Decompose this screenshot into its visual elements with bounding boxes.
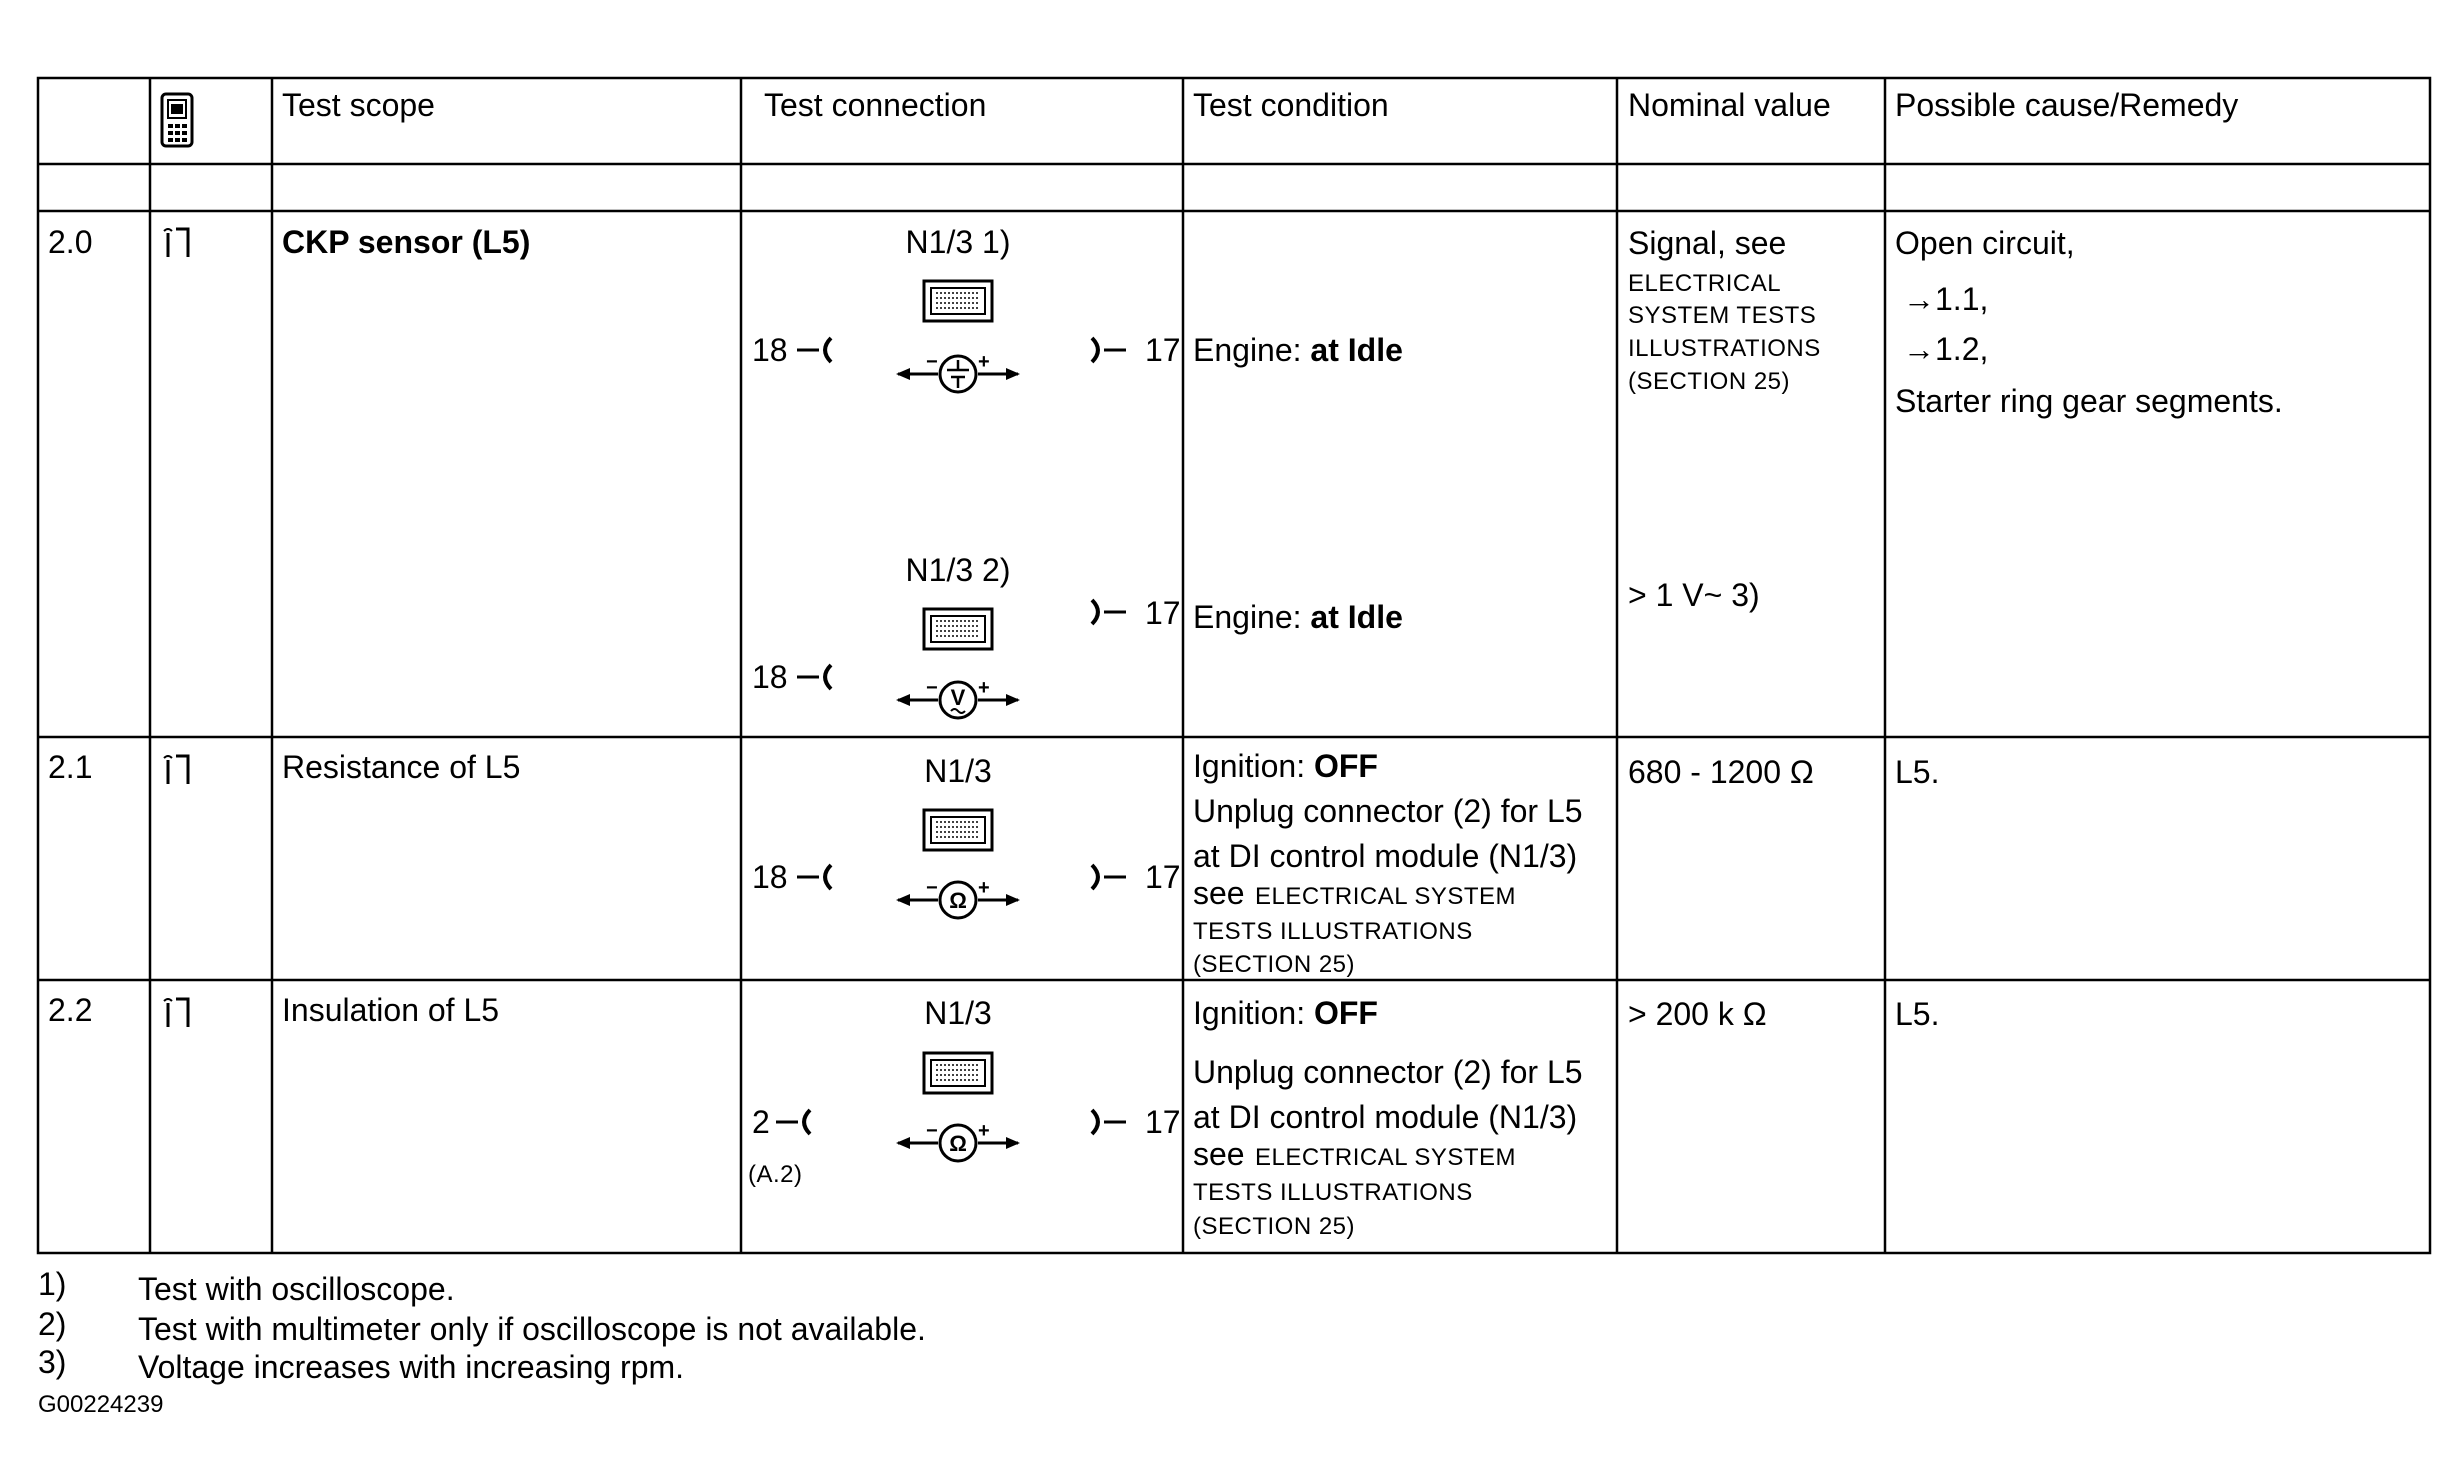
pin-left: 18 [752, 659, 788, 695]
nominal-value: > 1 V~ 3) [1628, 577, 1760, 613]
svg-text:Ω: Ω [949, 1131, 967, 1156]
nominal-value: 680 - 1200 Ω [1628, 754, 1814, 790]
remedy-line: L5. [1895, 996, 1940, 1032]
footnote-text: Voltage increases with increasing rpm. [138, 1349, 685, 1385]
nominal-ref: (SECTION 25) [1628, 368, 1791, 395]
connector-clip-icon [164, 229, 188, 257]
figure-id: G00224239 [38, 1391, 164, 1418]
pin-left-note: (A.2) [748, 1161, 803, 1188]
nominal-ref: SYSTEM TESTS [1628, 302, 1817, 329]
pin-right: 17 [1145, 859, 1181, 895]
condition-line: Ignition: OFF [1193, 748, 1378, 784]
table-row [48, 748, 1939, 978]
footnote-number: 3) [38, 1344, 67, 1380]
condition-ref: (SECTION 25) [1193, 1213, 1356, 1240]
header-test-connection: Test connection [764, 87, 987, 123]
test-scope: CKP sensor (L5) [282, 224, 531, 260]
pin-left: 2 [752, 1104, 770, 1140]
condition-ref: (SECTION 25) [1193, 951, 1356, 978]
test-scope: Insulation of L5 [282, 992, 500, 1028]
test-condition: Engine: at Idle [1193, 599, 1403, 635]
lead-right-icon [1092, 600, 1126, 624]
lead-left-icon [797, 338, 831, 362]
hand-tester-icon [162, 94, 192, 146]
pin-left: 18 [752, 859, 788, 895]
lead-left-icon [776, 1110, 810, 1134]
pin-left: 18 [752, 332, 788, 368]
header-nominal-value: Nominal value [1628, 87, 1831, 123]
ohmmeter-icon [896, 877, 1020, 918]
footnotes [38, 1266, 926, 1418]
condition-line: Unplug connector (2) for L5 [1193, 1054, 1583, 1090]
voltmeter-icon [896, 677, 1020, 718]
oscilloscope-meter-icon [896, 351, 1020, 392]
condition-see: see [1193, 1136, 1245, 1172]
remedy-line: →1.2, [1903, 331, 1989, 367]
connector-clip-icon [164, 999, 188, 1027]
condition-line: Ignition: OFF [1193, 995, 1378, 1031]
connector-plug-icon [924, 1053, 992, 1093]
lead-right-icon [1092, 865, 1126, 889]
pin-right: 17 [1145, 595, 1181, 631]
condition-see: see [1193, 875, 1245, 911]
nominal-value: > 200 k Ω [1628, 996, 1767, 1032]
lead-right-icon [1092, 1110, 1126, 1134]
module-label: N1/3 1) [905, 224, 1011, 260]
svg-text:Ω: Ω [949, 888, 967, 913]
lead-left-icon [797, 865, 831, 889]
condition-line: at DI control module (N1/3) [1193, 1099, 1578, 1135]
connector-clip-icon [164, 756, 188, 784]
test-connection [752, 224, 1181, 392]
lead-right-icon [1092, 338, 1126, 362]
condition-ref: ELECTRICAL SYSTEM [1255, 883, 1517, 910]
condition-ref: ELECTRICAL SYSTEM [1255, 1144, 1517, 1171]
condition-line: Unplug connector (2) for L5 [1193, 793, 1583, 829]
header-test-scope: Test scope [282, 87, 435, 123]
lead-left-icon [797, 665, 831, 689]
connector-plug-icon [924, 609, 992, 649]
connector-plug-icon [924, 281, 992, 321]
condition-ref: TESTS ILLUSTRATIONS [1193, 918, 1473, 945]
module-label: N1/3 [924, 995, 992, 1031]
test-connection [748, 995, 1181, 1188]
header-test-condition: Test condition [1193, 87, 1389, 123]
pin-right: 17 [1145, 332, 1181, 368]
module-label: N1/3 2) [905, 552, 1011, 588]
connector-plug-icon [924, 810, 992, 850]
table-row [48, 224, 2283, 718]
header-possible-cause: Possible cause/Remedy [1895, 87, 2239, 123]
test-connection [752, 753, 1181, 918]
test-condition: Engine: at Idle [1193, 332, 1403, 368]
step-number: 2.1 [48, 749, 93, 785]
module-label: N1/3 [924, 753, 992, 789]
remedy-line: Open circuit, [1895, 225, 2075, 261]
footnote-number: 2) [38, 1306, 67, 1342]
footnote-text: Test with oscilloscope. [138, 1271, 455, 1307]
test-scope: Resistance of L5 [282, 749, 521, 785]
test-connection [752, 552, 1181, 718]
condition-line: at DI control module (N1/3) [1193, 838, 1578, 874]
step-number: 2.2 [48, 992, 93, 1028]
nominal-ref: ILLUSTRATIONS [1628, 335, 1821, 362]
remedy-line: →1.1, [1903, 281, 1989, 317]
ohmmeter-icon [896, 1120, 1020, 1161]
step-number: 2.0 [48, 224, 93, 260]
pin-right: 17 [1145, 1104, 1181, 1140]
svg-text:V: V [950, 685, 966, 710]
nominal-ref: ELECTRICAL [1628, 270, 1782, 297]
remedy-line: Starter ring gear segments. [1895, 383, 2283, 419]
nominal-value: Signal, see [1628, 225, 1787, 261]
footnote-text: Test with multimeter only if oscilloscope is not available. [138, 1311, 926, 1347]
table-row [48, 992, 1939, 1240]
condition-ref: TESTS ILLUSTRATIONS [1193, 1179, 1473, 1206]
footnote-number: 1) [38, 1266, 67, 1302]
remedy-line: L5. [1895, 754, 1940, 790]
